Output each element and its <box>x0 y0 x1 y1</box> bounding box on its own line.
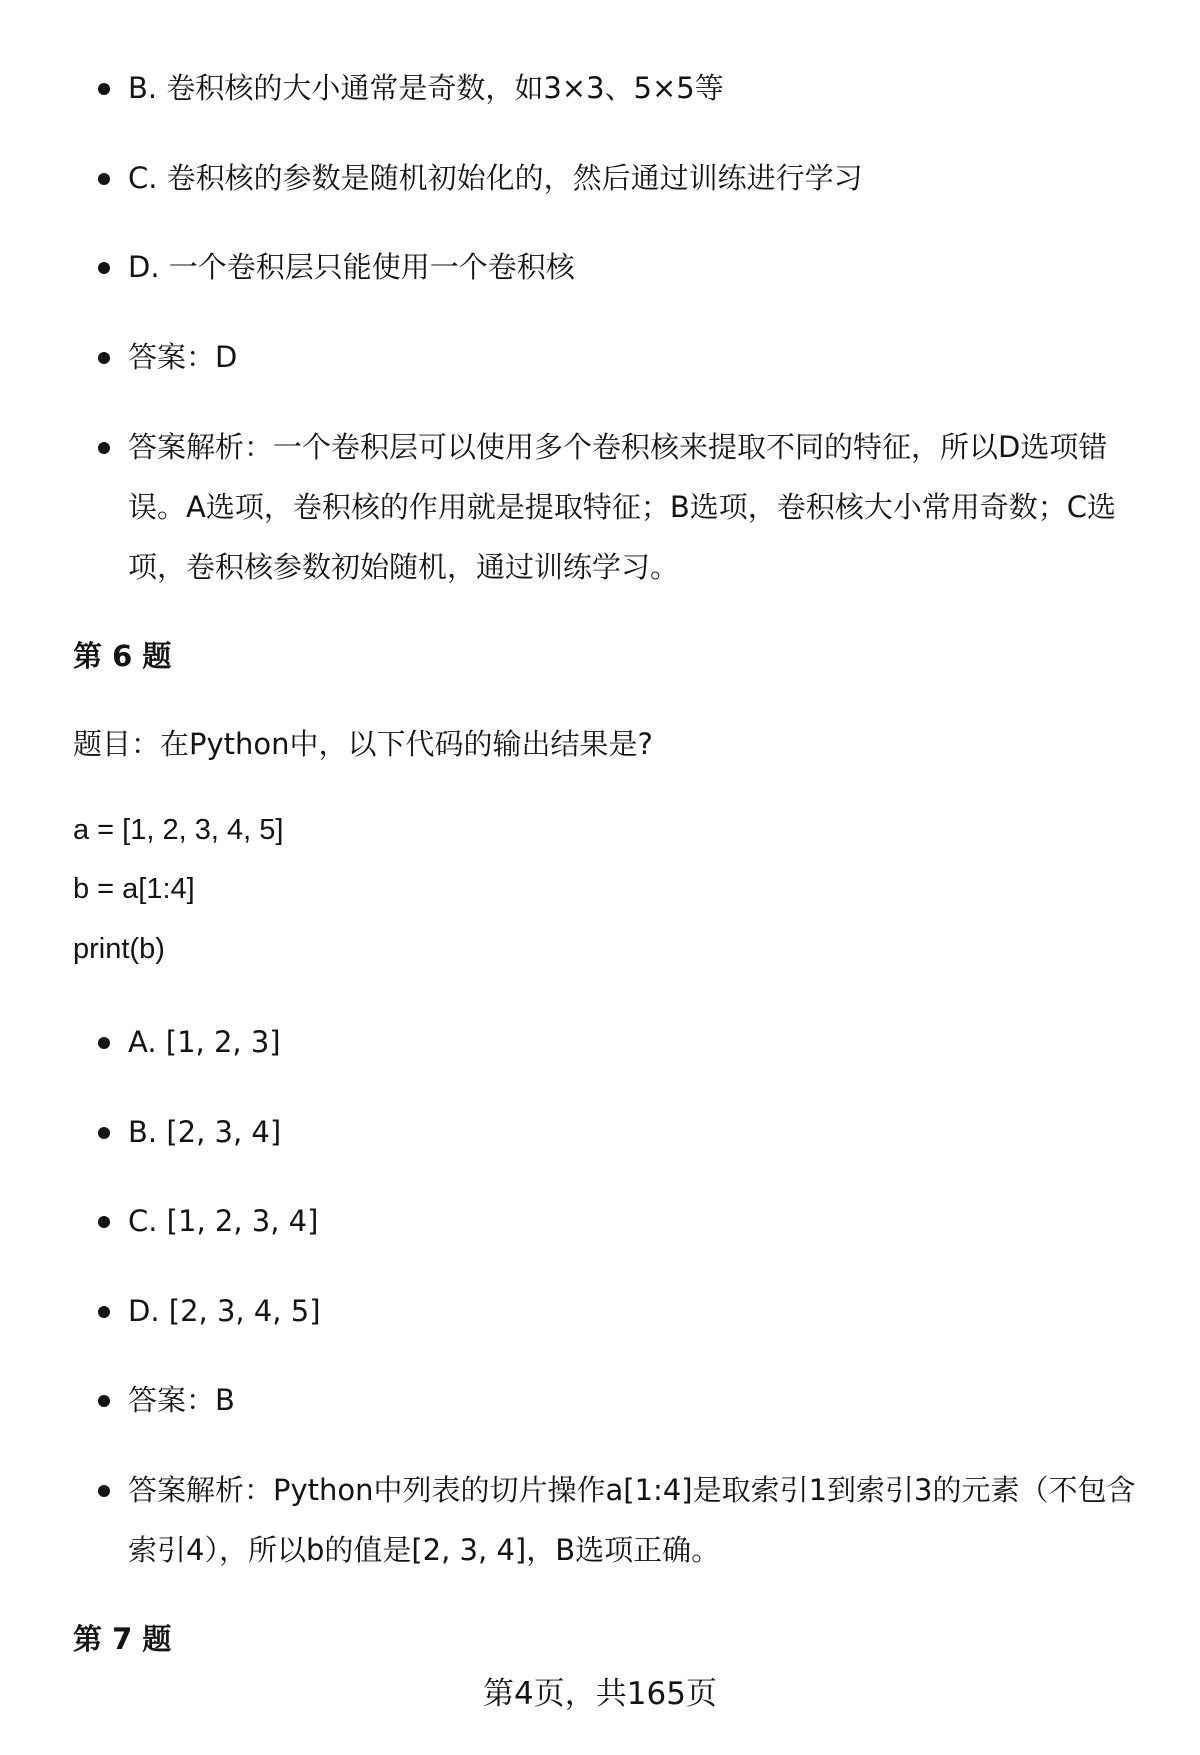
q5-answer: 答案：D <box>128 327 1148 387</box>
q6-heading: 第 6 题 <box>73 639 172 673</box>
q5-explanation: 答案解析：一个卷积层可以使用多个卷积核来提取不同的特征，所以D选项错误。A选项，卷积核的作用就是提取特征；B选项，卷积核大小常用奇数；C选项，卷积核参数初始随机，通过训练学习。 <box>128 417 1148 597</box>
q6-code-line-1: a = [1, 2, 3, 4, 5] <box>73 814 284 846</box>
q6-code-line-3: print(b) <box>73 933 165 965</box>
q5-option-b: B. 卷积核的大小通常是奇数，如3×3、5×5等 <box>128 58 1148 118</box>
q6-option-a: A. [1, 2, 3] <box>128 1012 1148 1072</box>
page-indicator: 第4页，共165页 <box>483 1676 717 1712</box>
q6-explanation: 答案解析：Python中列表的切片操作a[1:4]是取索引1到索引3的元素（不包含索引4），所以b的值是[2, 3, 4]，B选项正确。 <box>128 1460 1148 1580</box>
q6-code-line-2: b = a[1:4] <box>73 873 195 905</box>
q7-heading: 第 7 题 <box>73 1622 172 1656</box>
q6-option-d: D. [2, 3, 4, 5] <box>128 1281 1148 1341</box>
q5-option-c: C. 卷积核的参数是随机初始化的，然后通过训练进行学习 <box>128 148 1148 208</box>
q6-option-b: B. [2, 3, 4] <box>128 1102 1148 1162</box>
q6-stem: 题目：在Python中，以下代码的输出结果是? <box>73 727 653 761</box>
q6-answer: 答案：B <box>128 1370 1148 1430</box>
q5-option-d: D. 一个卷积层只能使用一个卷积核 <box>128 237 1148 297</box>
q6-option-c: C. [1, 2, 3, 4] <box>128 1191 1148 1251</box>
